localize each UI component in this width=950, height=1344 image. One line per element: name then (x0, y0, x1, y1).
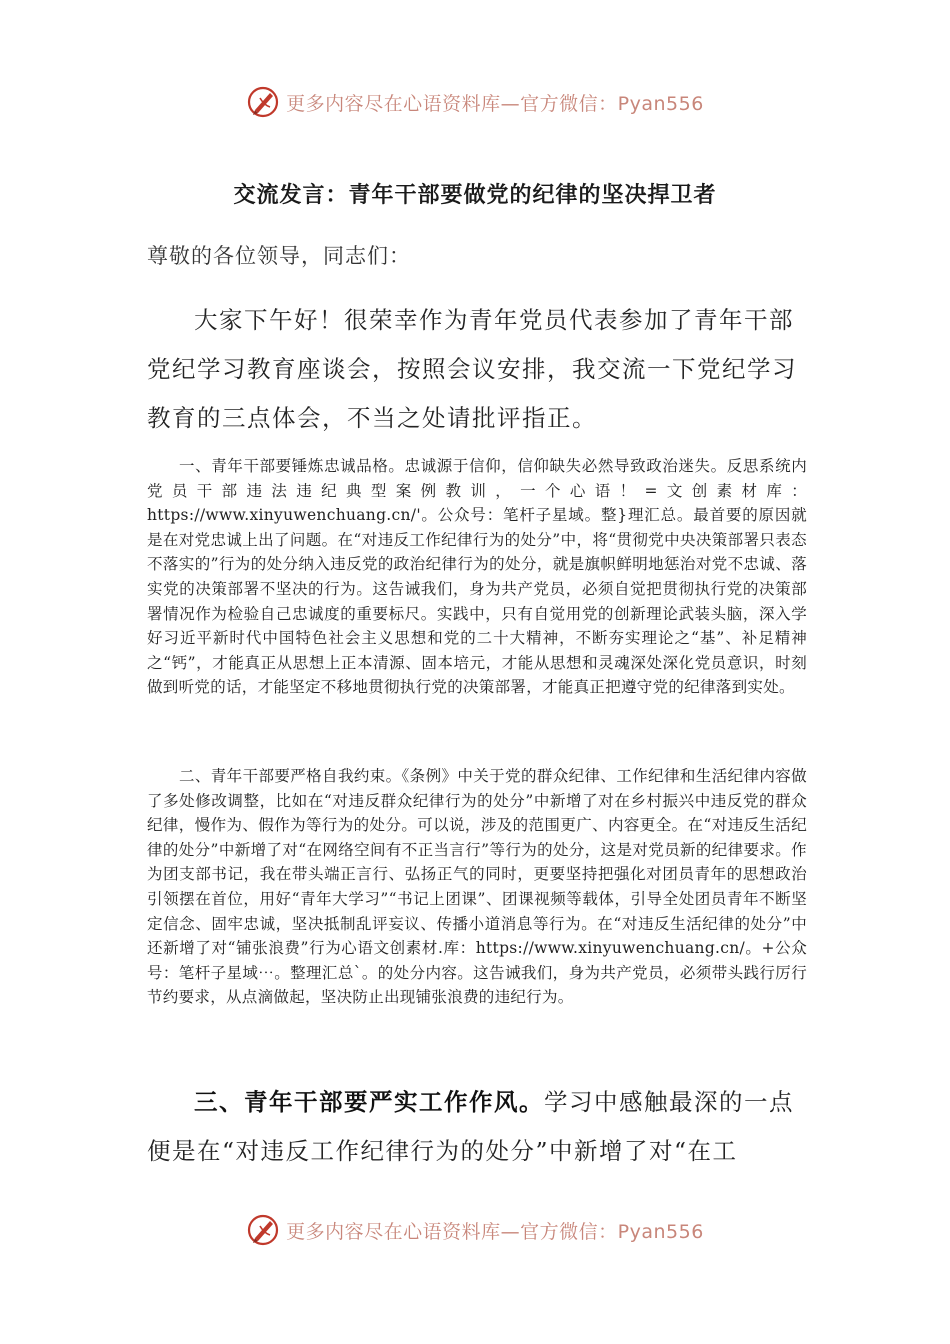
point-three-paragraph (147, 1078, 807, 1176)
document-title: 交流发言：青年干部要做党的纪律的坚决捍卫者 (233, 183, 717, 208)
point-one-paragraph: 一、青年干部要锤炼忠诚品格。忠诚源于信仰，信仰缺失必然导致政治迷失。反思系统内党员干部违法违纪典型案例教训，一个心语！=文创素材库：https://www.xinyuwenchuang.cn/'。公众号：笔杆子星域。整}理汇总。最首要的原因就是在对党忠诚上出了问题。在“对违反工作纪律行为的处分”中，将“贯彻党中央决策部署只表态不落实的”行为的处分纳入违反党的政治纪律行为的处分，就是旗帜鲜明地惩治对党不忠诚、落实党的决策部署不坚决的行为。这告诫我们，身为共产党员，必须自觉把贯彻执行党的决策部署情况作为检验自己忠诚度的重要标尺。实践中，只有自觉用党的创新理论武装头脑，深入学好习近平新时代中国特色社会主义思想和党的二十大精神，不断夯实理论之“基”、补足精神之“钙”，才能真正从思想上正本清源、固本培元，才能从思想和灵魂深处深化党员意识，时刻做到听党的话，才能坚定不移地贯彻执行党的决策部署，才能真正把遵守党的纪律落到实处。 (147, 457, 807, 697)
header-watermark-banner (0, 82, 950, 122)
pen-logo-icon (246, 85, 280, 119)
point-two-paragraph: 二、青年干部要严格自我约束。《条例》中关于党的群众纪律、工作纪律和生活纪律内容做了多处修改调整，比如在“对违反群众纪律行为的处分”中新增了对在乡村振兴中违反党的群众纪律，慢作为、假作为等行为的处分。可以说，涉及的范围更广、内容更全。在“对违反生活纪律的处分”中新增了对“在网络空间有不正当言行”等行为的处分，这是对党员新的纪律要求。作为团支部书记，我在带头端正言行、弘扬正气的同时，更要坚持把强化对团员青年的思想政治引领摆在首位，用好“青年大学习”“书记上团课”、团课视频等载体，引导全处团员青年不断坚定信念、固牢忠诚，坚决抵制乱评妄议、传播小道消息等行为。在“对违反生活纪律的处分”中还新增了对“铺张浪费”行为心语文创素材.库：https://www.xinyuwenchuang.cn/。+公众号：笔杆子星域⋯。整理汇总`。的处分内容。这告诫我们，身为共产党员，必须带头践行厉行节约要求，从点滴做起，坚决防止出现铺张浪费的违纪行为。 (147, 767, 807, 1007)
footer-watermark-banner (0, 1210, 950, 1250)
watermark-text: 更多内容尽在心语资料库—官方微信：Pyan556 (286, 1220, 704, 1243)
pen-logo-icon (246, 1213, 280, 1247)
point-three-heading: 三、青年干部要严实工作作风。 (194, 1088, 544, 1116)
intro-paragraph: 大家下午好！很荣幸作为青年党员代表参加了青年干部党纪学习教育座谈会，按照会议安排，我交流一下党纪学习教育的三点体会，不当之处请批评指正。 (147, 306, 797, 432)
watermark-text: 更多内容尽在心语资料库—官方微信：Pyan556 (286, 92, 704, 115)
salutation: 尊敬的各位领导，同志们： (147, 244, 411, 268)
point-three-text: 学习中感触最深的一点便是在“对违反工作纪律行为的处分”中新增了对“在工 (147, 1088, 794, 1165)
